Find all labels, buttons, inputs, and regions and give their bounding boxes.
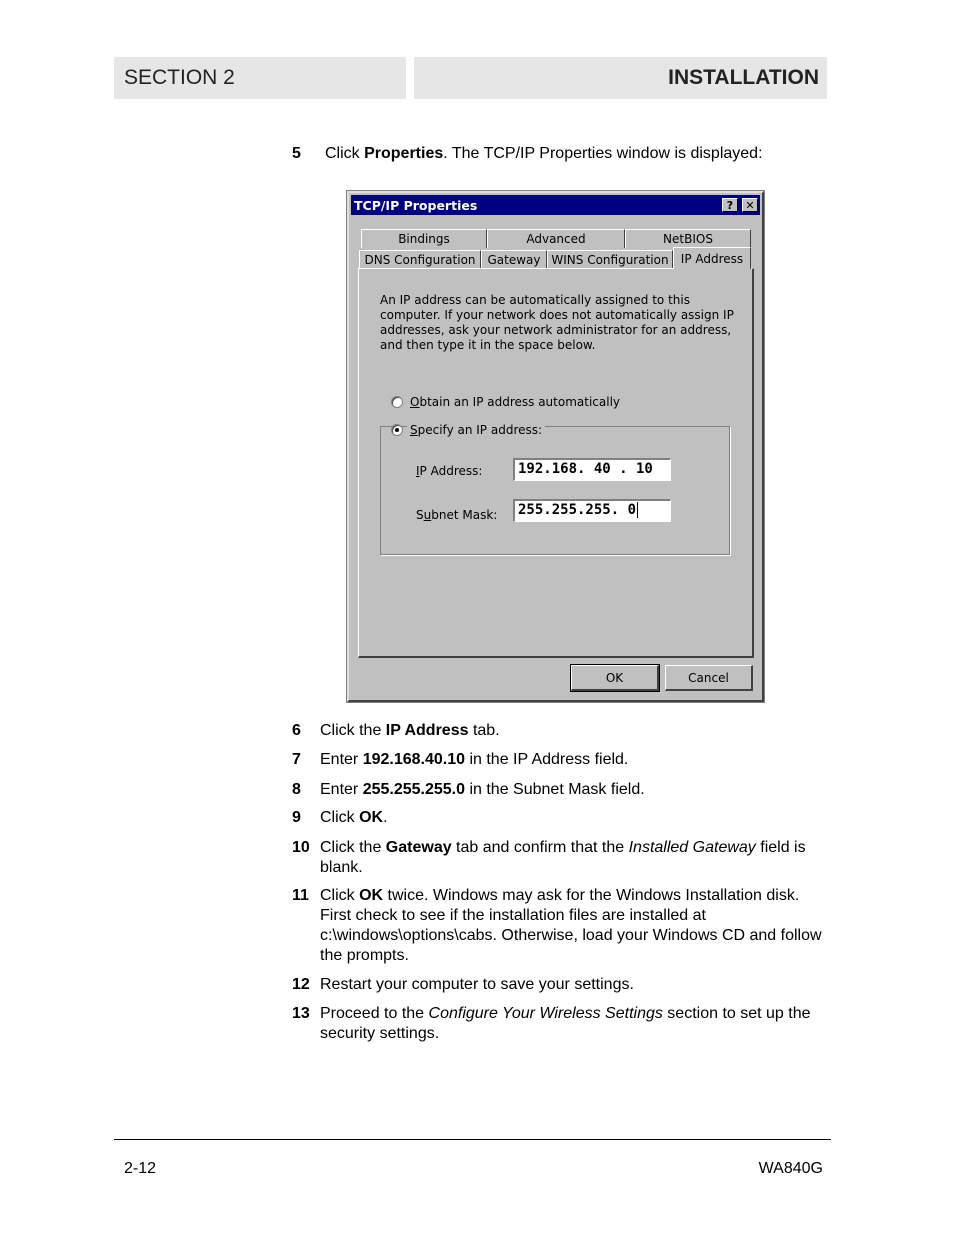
subnet-mask-field[interactable]: 255.255.255. 0 (513, 499, 671, 522)
help-button[interactable] (722, 198, 738, 212)
step-number: 6 (292, 722, 301, 739)
page-number: 2-12 (124, 1160, 157, 1177)
specify-ip-groupbox (380, 426, 730, 555)
tab-advanced[interactable]: Advanced (487, 229, 625, 248)
step-number: 11 (292, 887, 309, 904)
ip-address-panel (358, 268, 754, 658)
product-model: WA840G (758, 1160, 823, 1177)
step-number: 5 (292, 145, 301, 162)
step-text: Click OK. (320, 809, 388, 826)
dialog-title: TCP/IP Properties (354, 197, 478, 213)
step-number: 8 (292, 781, 301, 798)
text-caret (637, 502, 638, 518)
help-icon: ? (726, 198, 734, 212)
step-text: Enter 192.168.40.10 in the IP Address field. (320, 751, 629, 768)
tcpip-properties-dialog (347, 191, 764, 702)
subnet-mask-label: Subnet Mask: (416, 508, 498, 522)
step-text: Restart your computer to save your settings. (320, 976, 634, 993)
ip-address-field[interactable]: 192.168. 40 . 10 (513, 458, 671, 481)
radio-specify-label[interactable]: Specify an IP address: (407, 423, 545, 437)
close-button[interactable] (742, 198, 758, 212)
tab-wins-configuration[interactable]: WINS Configuration (547, 250, 673, 269)
step-number: 9 (292, 809, 301, 826)
step-text: Click OK twice. Windows may ask for the Windows Installation disk. First check to see if the installation files are installed at c:\windows\options\cabs. Otherwise, load your Windows CD and follow the prompts. (320, 887, 822, 964)
dialog-titlebar (351, 195, 760, 215)
tab-dns-configuration[interactable]: DNS Configuration (359, 250, 481, 269)
radio-selected-dot (395, 428, 399, 432)
radio-specify-ip[interactable] (391, 424, 403, 436)
close-icon: ✕ (745, 198, 755, 212)
step-text: Click Properties. The TCP/IP Properties window is displayed: (325, 145, 763, 162)
footer-divider (114, 1139, 831, 1140)
step-text: Click the IP Address tab. (320, 722, 500, 739)
step-text: Enter 255.255.255.0 in the Subnet Mask field. (320, 781, 645, 798)
tab-netbios[interactable]: NetBIOS (625, 229, 751, 248)
radio-obtain-automatically[interactable] (391, 396, 403, 408)
panel-description: An IP address can be automatically assigned to this computer. If your network does not automatically assign IP addresses, ask your network administrator for an address, and then type it in the space below. (380, 293, 734, 352)
step-number: 12 (292, 976, 310, 993)
radio-obtain-label[interactable]: Obtain an IP address automatically (410, 395, 621, 409)
step-number: 13 (292, 1005, 310, 1022)
step-number: 10 (292, 839, 310, 856)
tab-ip-address[interactable]: IP Address (673, 247, 751, 269)
step-text: Click the Gateway tab and confirm that the Installed Gateway field is blank. (320, 839, 806, 876)
cancel-button[interactable]: Cancel (665, 665, 753, 691)
step-text: Proceed to the Configure Your Wireless Settings section to set up the security settings. (320, 1005, 811, 1042)
tab-bindings[interactable]: Bindings (361, 229, 487, 248)
ip-address-label: IP Address: (416, 464, 483, 478)
ok-button[interactable]: OK (571, 665, 659, 691)
section-title: INSTALLATION (414, 57, 827, 99)
section-label: SECTION 2 (114, 57, 406, 99)
tab-gateway[interactable]: Gateway (481, 250, 547, 269)
step-number: 7 (292, 751, 301, 768)
